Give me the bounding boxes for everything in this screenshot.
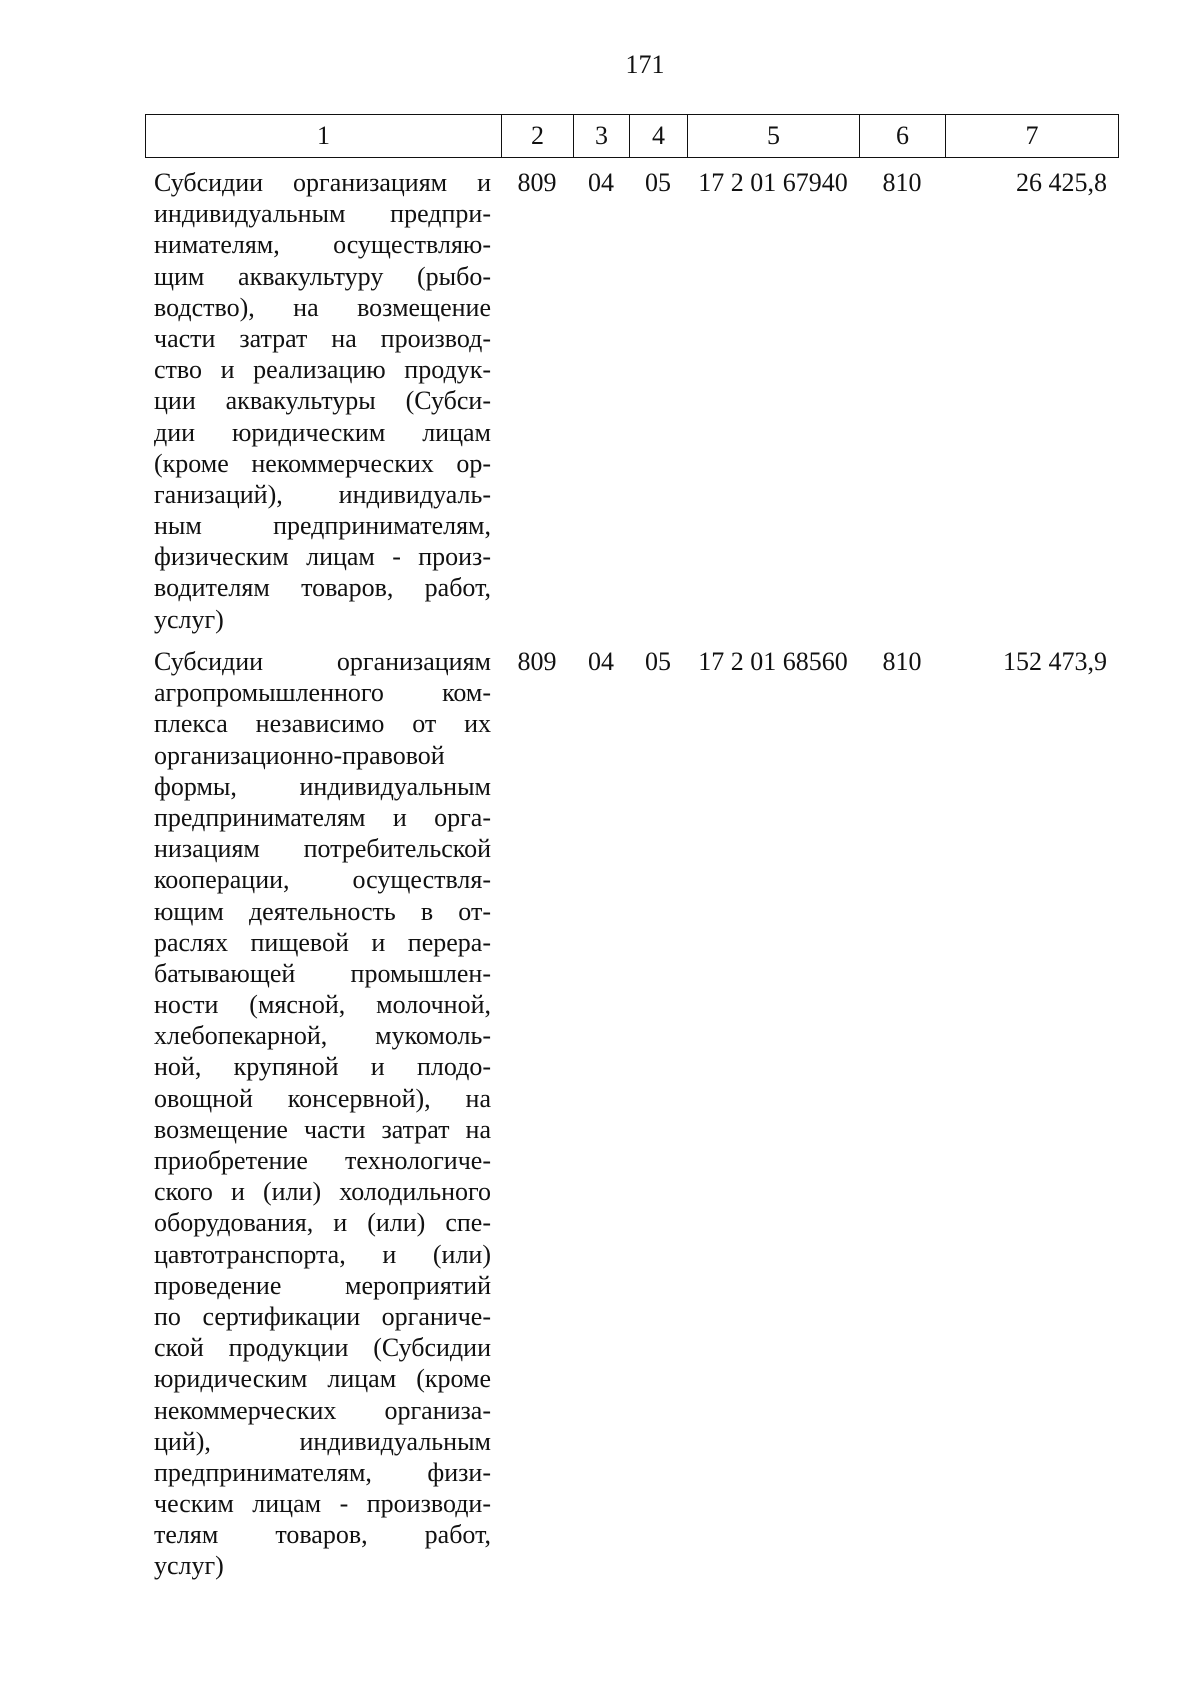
description-line: плекса независимо от их [154, 709, 491, 739]
description-line: агропромышленного ком- [154, 678, 491, 708]
cell-col-5: 17 2 01 68560 [698, 647, 848, 676]
header-col-4: 4 [630, 115, 688, 157]
description-line: ным предпринимателям, [154, 511, 491, 541]
description-line: организационно-правовой [154, 740, 445, 770]
description-line: по сертификации органиче- [154, 1301, 491, 1331]
description-line: ского и (или) холодильного [154, 1177, 491, 1207]
description-line: ство и реализацию продук- [154, 355, 491, 385]
table-header-row [145, 114, 1119, 158]
description-line: Субсидии организациям и [154, 168, 491, 197]
description-line: проведение мероприятий [154, 1270, 491, 1300]
header-col-3: 3 [574, 115, 630, 157]
cell-col-3: 04 [588, 168, 614, 197]
description-line: ции аквакультуры (Субси- [154, 386, 491, 416]
description-line: телям товаров, работ, [154, 1520, 491, 1550]
description-line: овощной консервной), на [154, 1083, 491, 1113]
cell-col-7: 26 425,8 [1016, 168, 1107, 197]
cell-col-2: 809 [517, 168, 557, 197]
description-line: ности (мясной, молочной, [154, 990, 491, 1020]
description-line: ганизаций), индивидуаль- [154, 479, 491, 509]
description-line: водство), на возмещение [154, 292, 491, 322]
description-line: части затрат на производ- [154, 323, 491, 353]
description-line: формы, индивидуальным [154, 771, 491, 801]
cell-col-4: 05 [645, 168, 671, 197]
header-col-6: 6 [860, 115, 946, 157]
table-row [145, 167, 1119, 635]
description-line: услуг) [154, 1551, 224, 1581]
description-line: Субсидии организациям [154, 647, 491, 676]
row-description [145, 646, 501, 1582]
description-line: водителям товаров, работ, [154, 573, 491, 603]
cell-col-7: 152 473,9 [1003, 647, 1107, 676]
description-line: хлебопекарной, мукомоль- [154, 1021, 491, 1051]
cell-col-2: 809 [517, 647, 557, 676]
cell-col-6: 810 [882, 647, 922, 676]
description-line: оборудования, и (или) спе- [154, 1208, 491, 1238]
description-line: раслях пищевой и перера- [154, 927, 491, 957]
cell-col-4: 05 [645, 647, 671, 676]
description-line: ской продукции (Субсидии [154, 1333, 491, 1363]
page-number: 171 [625, 50, 665, 79]
cell-col-3: 04 [588, 647, 614, 676]
description-line: физическим лицам - произ- [154, 542, 491, 572]
description-line: возмещение части затрат на [154, 1114, 491, 1144]
description-line: услуг) [154, 604, 224, 634]
description-line: ющим деятельность в от- [154, 896, 491, 926]
header-col-5: 5 [688, 115, 860, 157]
table-row [145, 646, 1119, 1582]
header-col-1: 1 [146, 115, 502, 157]
cell-col-5: 17 2 01 67940 [698, 168, 848, 197]
description-line: щим аквакультуру (рыбо- [154, 261, 491, 291]
description-line: некоммерческих организа- [154, 1395, 491, 1425]
description-line: ций), индивидуальным [154, 1426, 491, 1456]
description-line: (кроме некоммерческих ор- [154, 448, 491, 478]
description-line: кооперации, осуществля- [154, 865, 491, 895]
description-line: дии юридическим лицам [154, 417, 491, 447]
description-line: ческим лицам - производи- [154, 1489, 491, 1519]
description-line: нимателям, осуществляю- [154, 230, 491, 260]
description-line: цавтотранспорта, и (или) [154, 1239, 491, 1269]
description-line: ной, крупяной и плодо- [154, 1052, 491, 1082]
description-line: низациям потребительской [154, 834, 491, 864]
description-line: предпринимателям и орга- [154, 802, 491, 832]
cell-col-6: 810 [882, 168, 922, 197]
header-col-2: 2 [502, 115, 574, 157]
description-line: приобретение технологиче- [154, 1146, 491, 1175]
header-col-7: 7 [1025, 121, 1039, 150]
row-description [145, 167, 501, 635]
description-line: батывающей промышлен- [154, 958, 491, 988]
description-line: предпринимателям, физи- [154, 1457, 491, 1487]
description-line: индивидуальным предпри- [154, 199, 491, 229]
description-line: юридическим лицам (кроме [154, 1364, 491, 1394]
